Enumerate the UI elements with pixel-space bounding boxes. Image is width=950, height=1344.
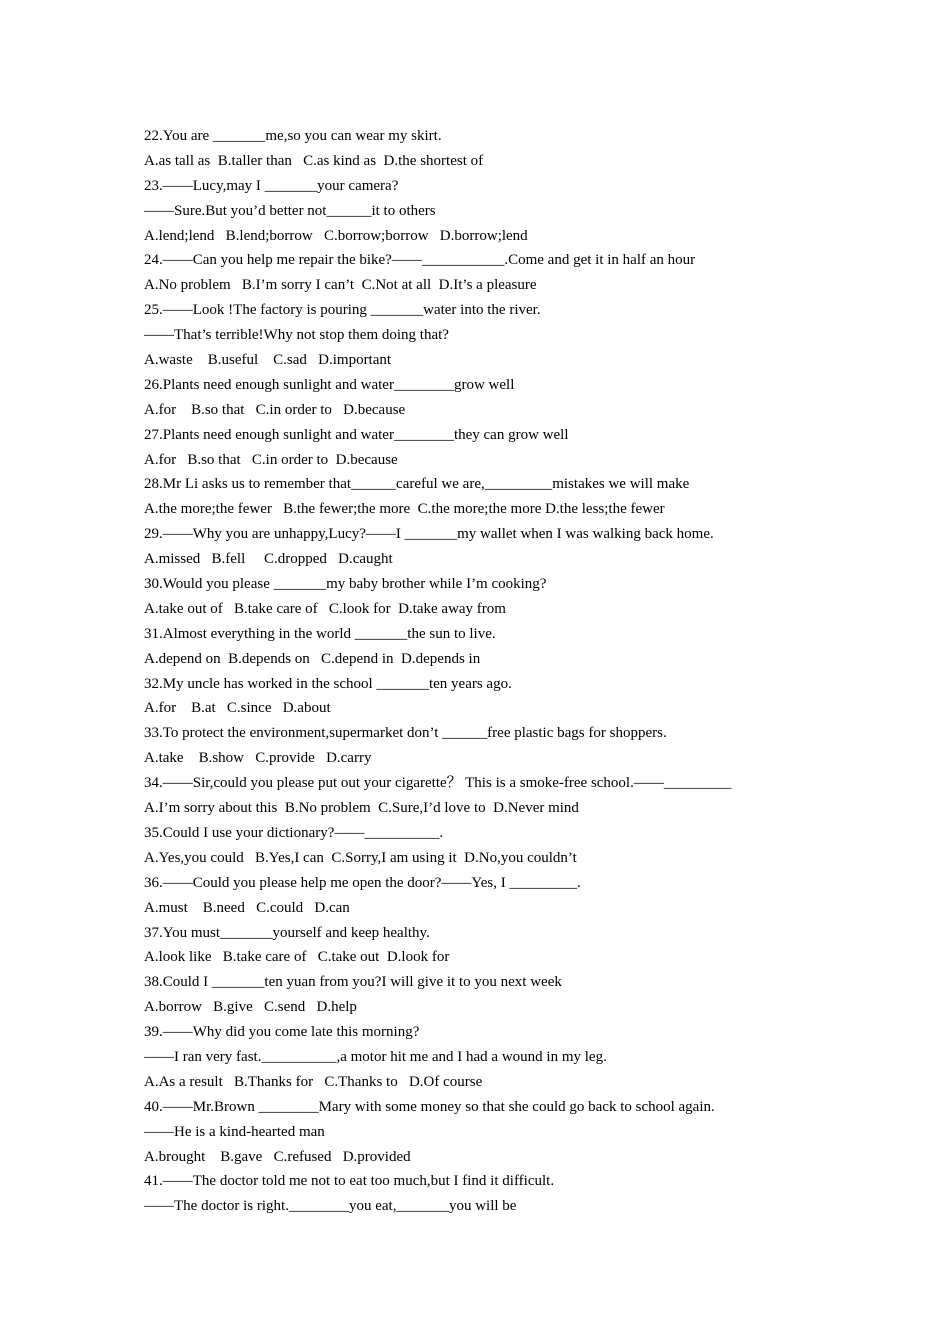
question-34-stem: 34.——Sir,could you please put out your cigarette？ This is a smoke-free school.——_________ (144, 775, 732, 792)
question-34-options: A.I’m sorry about this B.No problem C.Sure,I’d love to D.Never mind (144, 800, 579, 817)
question-23-stem: 23.——Lucy,may I _______your camera? (144, 177, 399, 194)
question-40-stem: 40.——Mr.Brown ________Mary with some money so that she could go back to school again. (144, 1098, 715, 1115)
question-39-reply: ——I ran very fast.__________,a motor hit me and I had a wound in my leg. (144, 1048, 607, 1065)
question-22-stem: 22.You are _______me,so you can wear my skirt. (144, 128, 442, 144)
question-38-stem: 38.Could I _______ten yuan from you?I will give it to you next week (144, 974, 562, 991)
exercise-page (144, 124, 844, 1219)
question-28-stem: 28.Mr Li asks us to remember that______careful we are,_________mistakes we will make (144, 476, 690, 493)
question-37-stem: 37.You must_______yourself and keep healthy. (144, 924, 430, 941)
question-24-options: A.No problem B.I’m sorry I can’t C.Not at all D.It’s a pleasure (144, 277, 537, 294)
question-32-stem: 32.My uncle has worked in the school _______ten years ago. (144, 675, 512, 692)
question-26-stem: 26.Plants need enough sunlight and water________grow well (144, 376, 515, 393)
question-39-stem: 39.——Why did you come late this morning? (144, 1024, 420, 1041)
question-33-options: A.take B.show C.provide D.carry (144, 750, 372, 767)
question-35-stem: 35.Could I use your dictionary?——__________. (144, 824, 444, 841)
question-29-stem: 29.——Why you are unhappy,Lucy?——I _______my wallet when I was walking back home. (144, 526, 714, 543)
question-35-options: A.Yes,you could B.Yes,I can C.Sorry,I am using it D.No,you couldn’t (144, 849, 577, 866)
question-29-options: A.missed B.fell C.dropped D.caught (144, 551, 393, 568)
question-27-stem: 27.Plants need enough sunlight and water________they can grow well (144, 426, 569, 443)
question-25-stem: 25.——Look !The factory is pouring _______water into the river. (144, 302, 541, 319)
question-37-options: A.look like B.take care of C.take out D.look for (144, 949, 450, 966)
question-23-options: A.lend;lend B.lend;borrow C.borrow;borrow D.borrow;lend (144, 227, 528, 244)
question-40-options: A.brought B.gave C.refused D.provided (144, 1148, 411, 1165)
question-24-stem: 24.——Can you help me repair the bike?——___________.Come and get it in half an hour (144, 252, 696, 269)
question-40-reply: ——He is a kind-hearted man (144, 1123, 325, 1140)
question-27-options: A.for B.so that C.in order to D.because (144, 451, 398, 468)
question-26-options: A.for B.so that C.in order to D.because (144, 401, 406, 418)
question-28-options: A.the more;the fewer B.the fewer;the more C.the more;the more D.the less;the fewer (144, 501, 665, 518)
question-30-options: A.take out of B.take care of C.look for D.take away from (144, 600, 506, 617)
question-31-stem: 31.Almost everything in the world _______the sun to live. (144, 625, 496, 642)
question-41-stem: 41.——The doctor told me not to eat too much,but I find it difficult. (144, 1173, 555, 1190)
question-39-options: A.As a result B.Thanks for C.Thanks to D.Of course (144, 1073, 483, 1090)
question-31-options: A.depend on B.depends on C.depend in D.depends in (144, 650, 481, 667)
question-23-reply: ——Sure.But you’d better not______it to others (144, 202, 436, 219)
question-41-reply: ——The doctor is right.________you eat,_______you will be (144, 1198, 517, 1215)
question-33-stem: 33.To protect the environment,supermarket don’t ______free plastic bags for shoppers. (144, 725, 667, 742)
question-38-options: A.borrow B.give C.send D.help (144, 999, 357, 1016)
question-25-reply: ——That’s terrible!Why not stop them doing that? (144, 327, 449, 344)
question-25-options: A.waste B.useful C.sad D.important (144, 352, 392, 369)
question-22-options: A.as tall as B.taller than C.as kind as D.the shortest of (144, 152, 484, 169)
question-36-stem: 36.——Could you please help me open the door?——Yes, I _________. (144, 874, 581, 891)
question-32-options: A.for B.at C.since D.about (144, 700, 331, 717)
question-30-stem: 30.Would you please _______my baby brother while I’m cooking? (144, 576, 547, 593)
question-36-options: A.must B.need C.could D.can (144, 899, 350, 916)
